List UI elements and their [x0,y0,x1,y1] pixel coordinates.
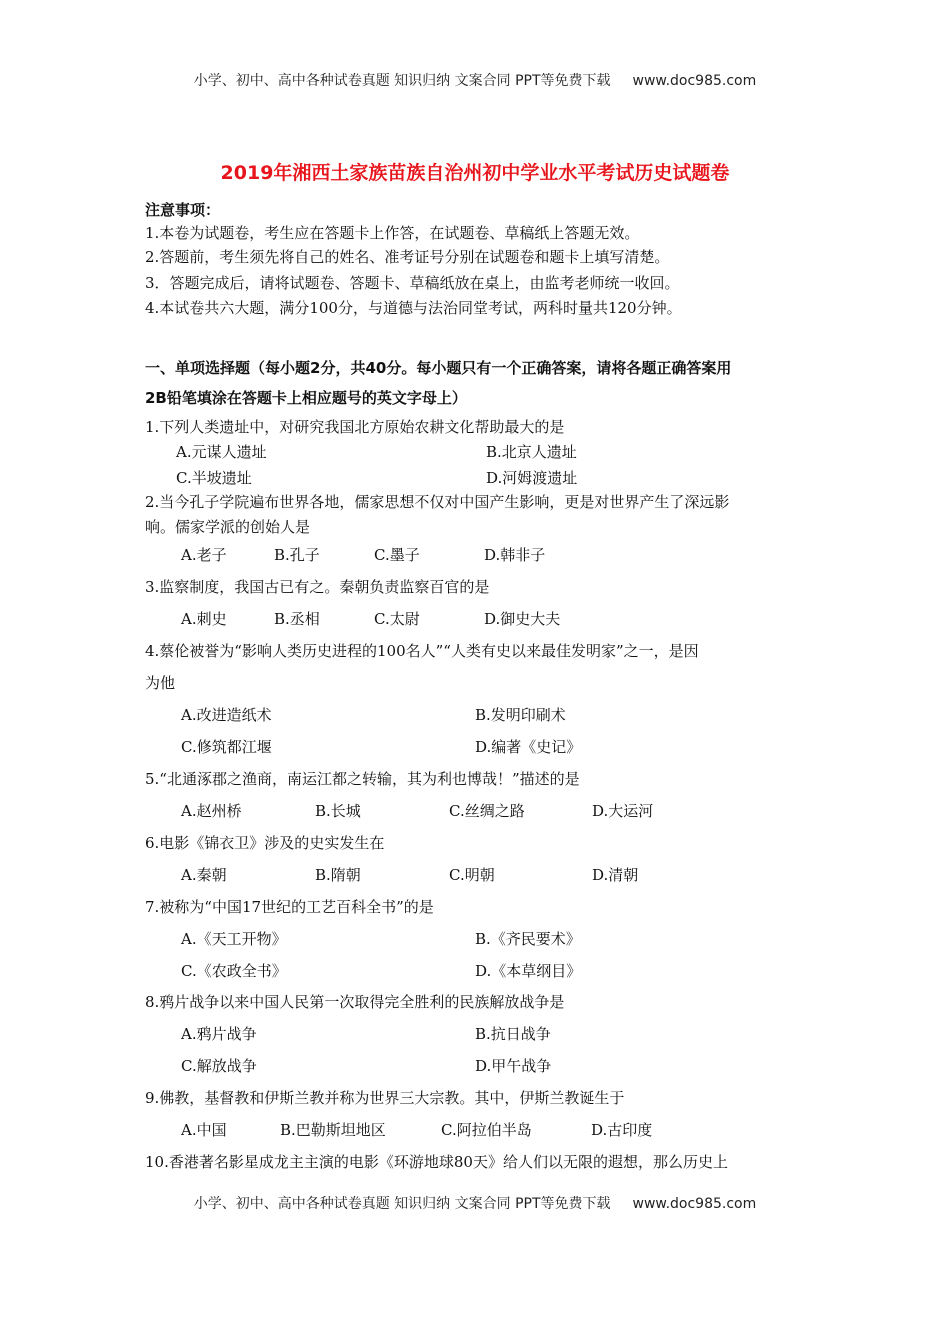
header-text: 小学、初中、高中各种试卷真题 知识归纳 文案合同 PPT等免费下载 [193,73,611,89]
option: B.抗日战争 [475,1025,551,1043]
option: D.韩非子 [484,546,546,564]
option: B.发明印刷术 [475,706,566,724]
footer-url[interactable]: www.doc985.com [632,1196,757,1212]
question-5: 5.“北通涿郡之渔商，南运江都之转输，其为利也博哉！”描述的是 [145,770,580,788]
notice-heading: 注意事项： [145,201,221,219]
section-heading: 一、单项选择题（每小题2分，共40分。每小题只有一个正确答案，请将各题正确答案用 [145,359,732,377]
option: B.丞相 [274,610,320,628]
option: A.赵州桥 [181,802,242,820]
option: B.巴勒斯坦地区 [280,1121,386,1139]
option: D.河姆渡遗址 [486,469,578,487]
option: D.古印度 [591,1121,653,1139]
option: B.《齐民要术》 [475,930,581,948]
option: B.北京人遗址 [486,443,577,461]
question-2: 2.当今孔子学院遍布世界各地，儒家思想不仅对中国产生影响，更是对世界产生了深远影 [145,493,730,511]
option: A.《天工开物》 [181,930,287,948]
option: C.半坡遗址 [176,469,252,487]
question-7: 7.被称为“中国17世纪的工艺百科全书”的是 [145,898,434,916]
question-4: 4.蔡伦被誉为“影响人类历史进程的100名人”“人类有史以来最佳发明家”之一，是因 [145,642,699,660]
notice-item: 4.本试卷共六大题，满分100分，与道德与法治同堂考试，两科时量共120分钟。 [145,299,682,317]
option: D.《本草纲目》 [475,962,582,980]
question-2-cont: 响。儒家学派的创始人是 [145,518,311,536]
option: B.孔子 [274,546,320,564]
option: D.编著《史记》 [475,738,582,756]
option: D.甲午战争 [475,1057,552,1075]
option: C.阿拉伯半岛 [441,1121,532,1139]
question-10: 10.香港著名影星成龙主主演的电影《环游地球80天》给人们以无限的遐想，那么历史上 [145,1153,728,1171]
option: C.《农政全书》 [181,962,287,980]
header-url[interactable]: www.doc985.com [632,73,757,89]
option: A.中国 [181,1121,227,1139]
notice-item: 3．答题完成后，请将试题卷、答题卡、草稿纸放在桌上，由监考老师统一收回。 [145,274,680,292]
option: C.修筑都江堰 [181,738,272,756]
option: A.秦朝 [181,866,227,884]
footer-text: 小学、初中、高中各种试卷真题 知识归纳 文案合同 PPT等免费下载 [193,1196,611,1212]
question-3: 3.监察制度，我国古已有之。秦朝负责监察百官的是 [145,578,490,596]
notice-item: 2.答题前，考生须先将自己的姓名、准考证号分别在试题卷和题卡上填写清楚。 [145,248,670,266]
notice-item: 1.本卷为试题卷，考生应在答题卡上作答，在试题卷、草稿纸上答题无效。 [145,224,640,242]
option: C.太尉 [374,610,420,628]
option: C.明朝 [449,866,495,884]
question-6: 6.电影《锦衣卫》涉及的史实发生在 [145,834,385,852]
page-header [0,70,950,90]
option: D.大运河 [592,802,654,820]
option: D.清朝 [592,866,639,884]
option: C.墨子 [374,546,420,564]
question-4-cont: 为他 [145,674,176,692]
question-9: 9.佛教，基督教和伊斯兰教并称为世界三大宗教。其中，伊斯兰教诞生于 [145,1089,625,1107]
option: A.鸦片战争 [181,1025,257,1043]
question-1: 1.下列人类遗址中，对研究我国北方原始农耕文化帮助最大的是 [145,418,565,436]
option: B.长城 [315,802,361,820]
option: C.解放战争 [181,1057,257,1075]
option: A.老子 [181,546,227,564]
option: B.隋朝 [315,866,361,884]
option: A.改进造纸术 [181,706,272,724]
section-heading-cont: 2B铅笔填涂在答题卡上相应题号的英文字母上） [145,389,467,407]
option: D.御史大夫 [484,610,561,628]
option: C.丝绸之路 [449,802,525,820]
exam-title: 2019年湘西土家族苗族自治州初中学业水平考试历史试题卷 [220,162,730,184]
question-8: 8.鸦片战争以来中国人民第一次取得完全胜利的民族解放战争是 [145,993,565,1011]
option: A.刺史 [181,610,227,628]
page-footer [0,1193,950,1213]
option: A.元谋人遗址 [176,443,267,461]
